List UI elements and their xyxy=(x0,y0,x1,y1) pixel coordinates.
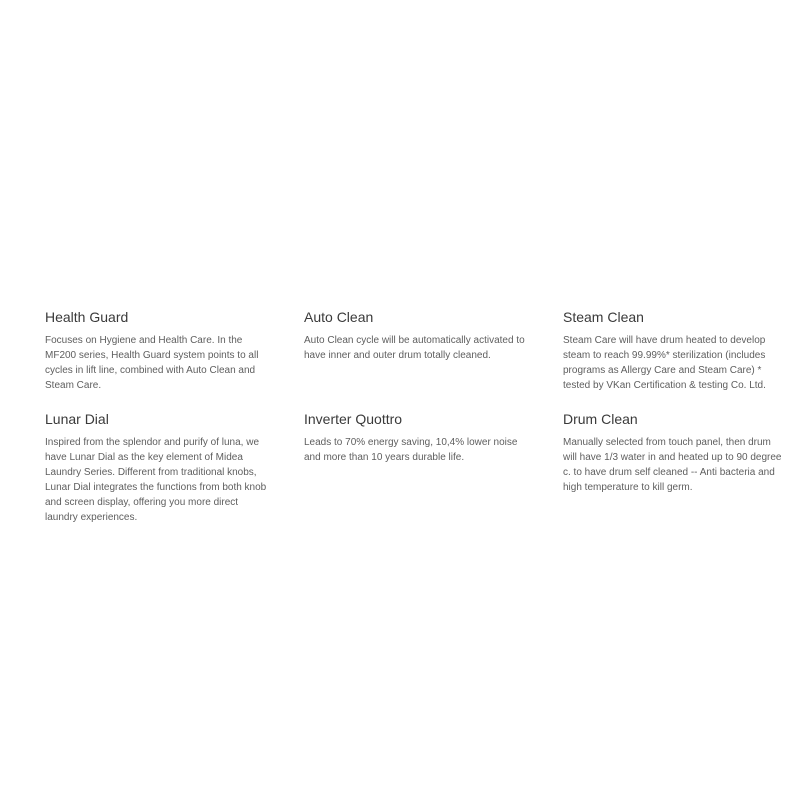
feature-title: Inverter Quottro xyxy=(304,411,403,427)
feature-description: Focuses on Hygiene and Health Care. In the MF200 series, Health Guard system points to all cycles in lift line, combined with Auto Clean and Steam Care. xyxy=(45,335,259,391)
feature-health-guard xyxy=(45,308,267,393)
feature-title: Auto Clean xyxy=(304,309,374,325)
feature-title: Health Guard xyxy=(45,309,129,325)
feature-description: Leads to 70% energy saving, 10,4% lower noise and more than 10 years durable life. xyxy=(304,437,518,463)
feature-description: Steam Care will have drum heated to develop steam to reach 99.99%* sterilization (includes programs as Allergy Care and Steam Care) * tested by VKan Certification & testing Co. Ltd. xyxy=(563,335,766,391)
feature-description: Auto Clean cycle will be automatically activated to have inner and outer drum totally cleaned. xyxy=(304,335,525,361)
feature-drum-clean xyxy=(563,410,785,495)
feature-auto-clean xyxy=(304,308,526,363)
feature-grid xyxy=(45,308,785,540)
feature-steam-clean xyxy=(563,308,785,393)
feature-inverter-quottro xyxy=(304,410,526,465)
feature-title: Lunar Dial xyxy=(45,411,109,427)
feature-row xyxy=(45,308,785,410)
feature-title: Steam Clean xyxy=(563,309,644,325)
feature-lunar-dial xyxy=(45,410,267,525)
feature-description: Manually selected from touch panel, then drum will have 1/3 water in and heated up to 90 degree c. to have drum self cleaned -- Anti bacteria and high temperature to kill germ. xyxy=(563,437,782,493)
feature-description: Inspired from the splendor and purify of luna, we have Lunar Dial as the key element of Midea Laundry Series. Different from traditional knobs, Lunar Dial integrates the functions from both knob and screen display, offering you more direct laundry experiences. xyxy=(45,437,267,523)
feature-row xyxy=(45,410,785,540)
feature-title: Drum Clean xyxy=(563,411,638,427)
